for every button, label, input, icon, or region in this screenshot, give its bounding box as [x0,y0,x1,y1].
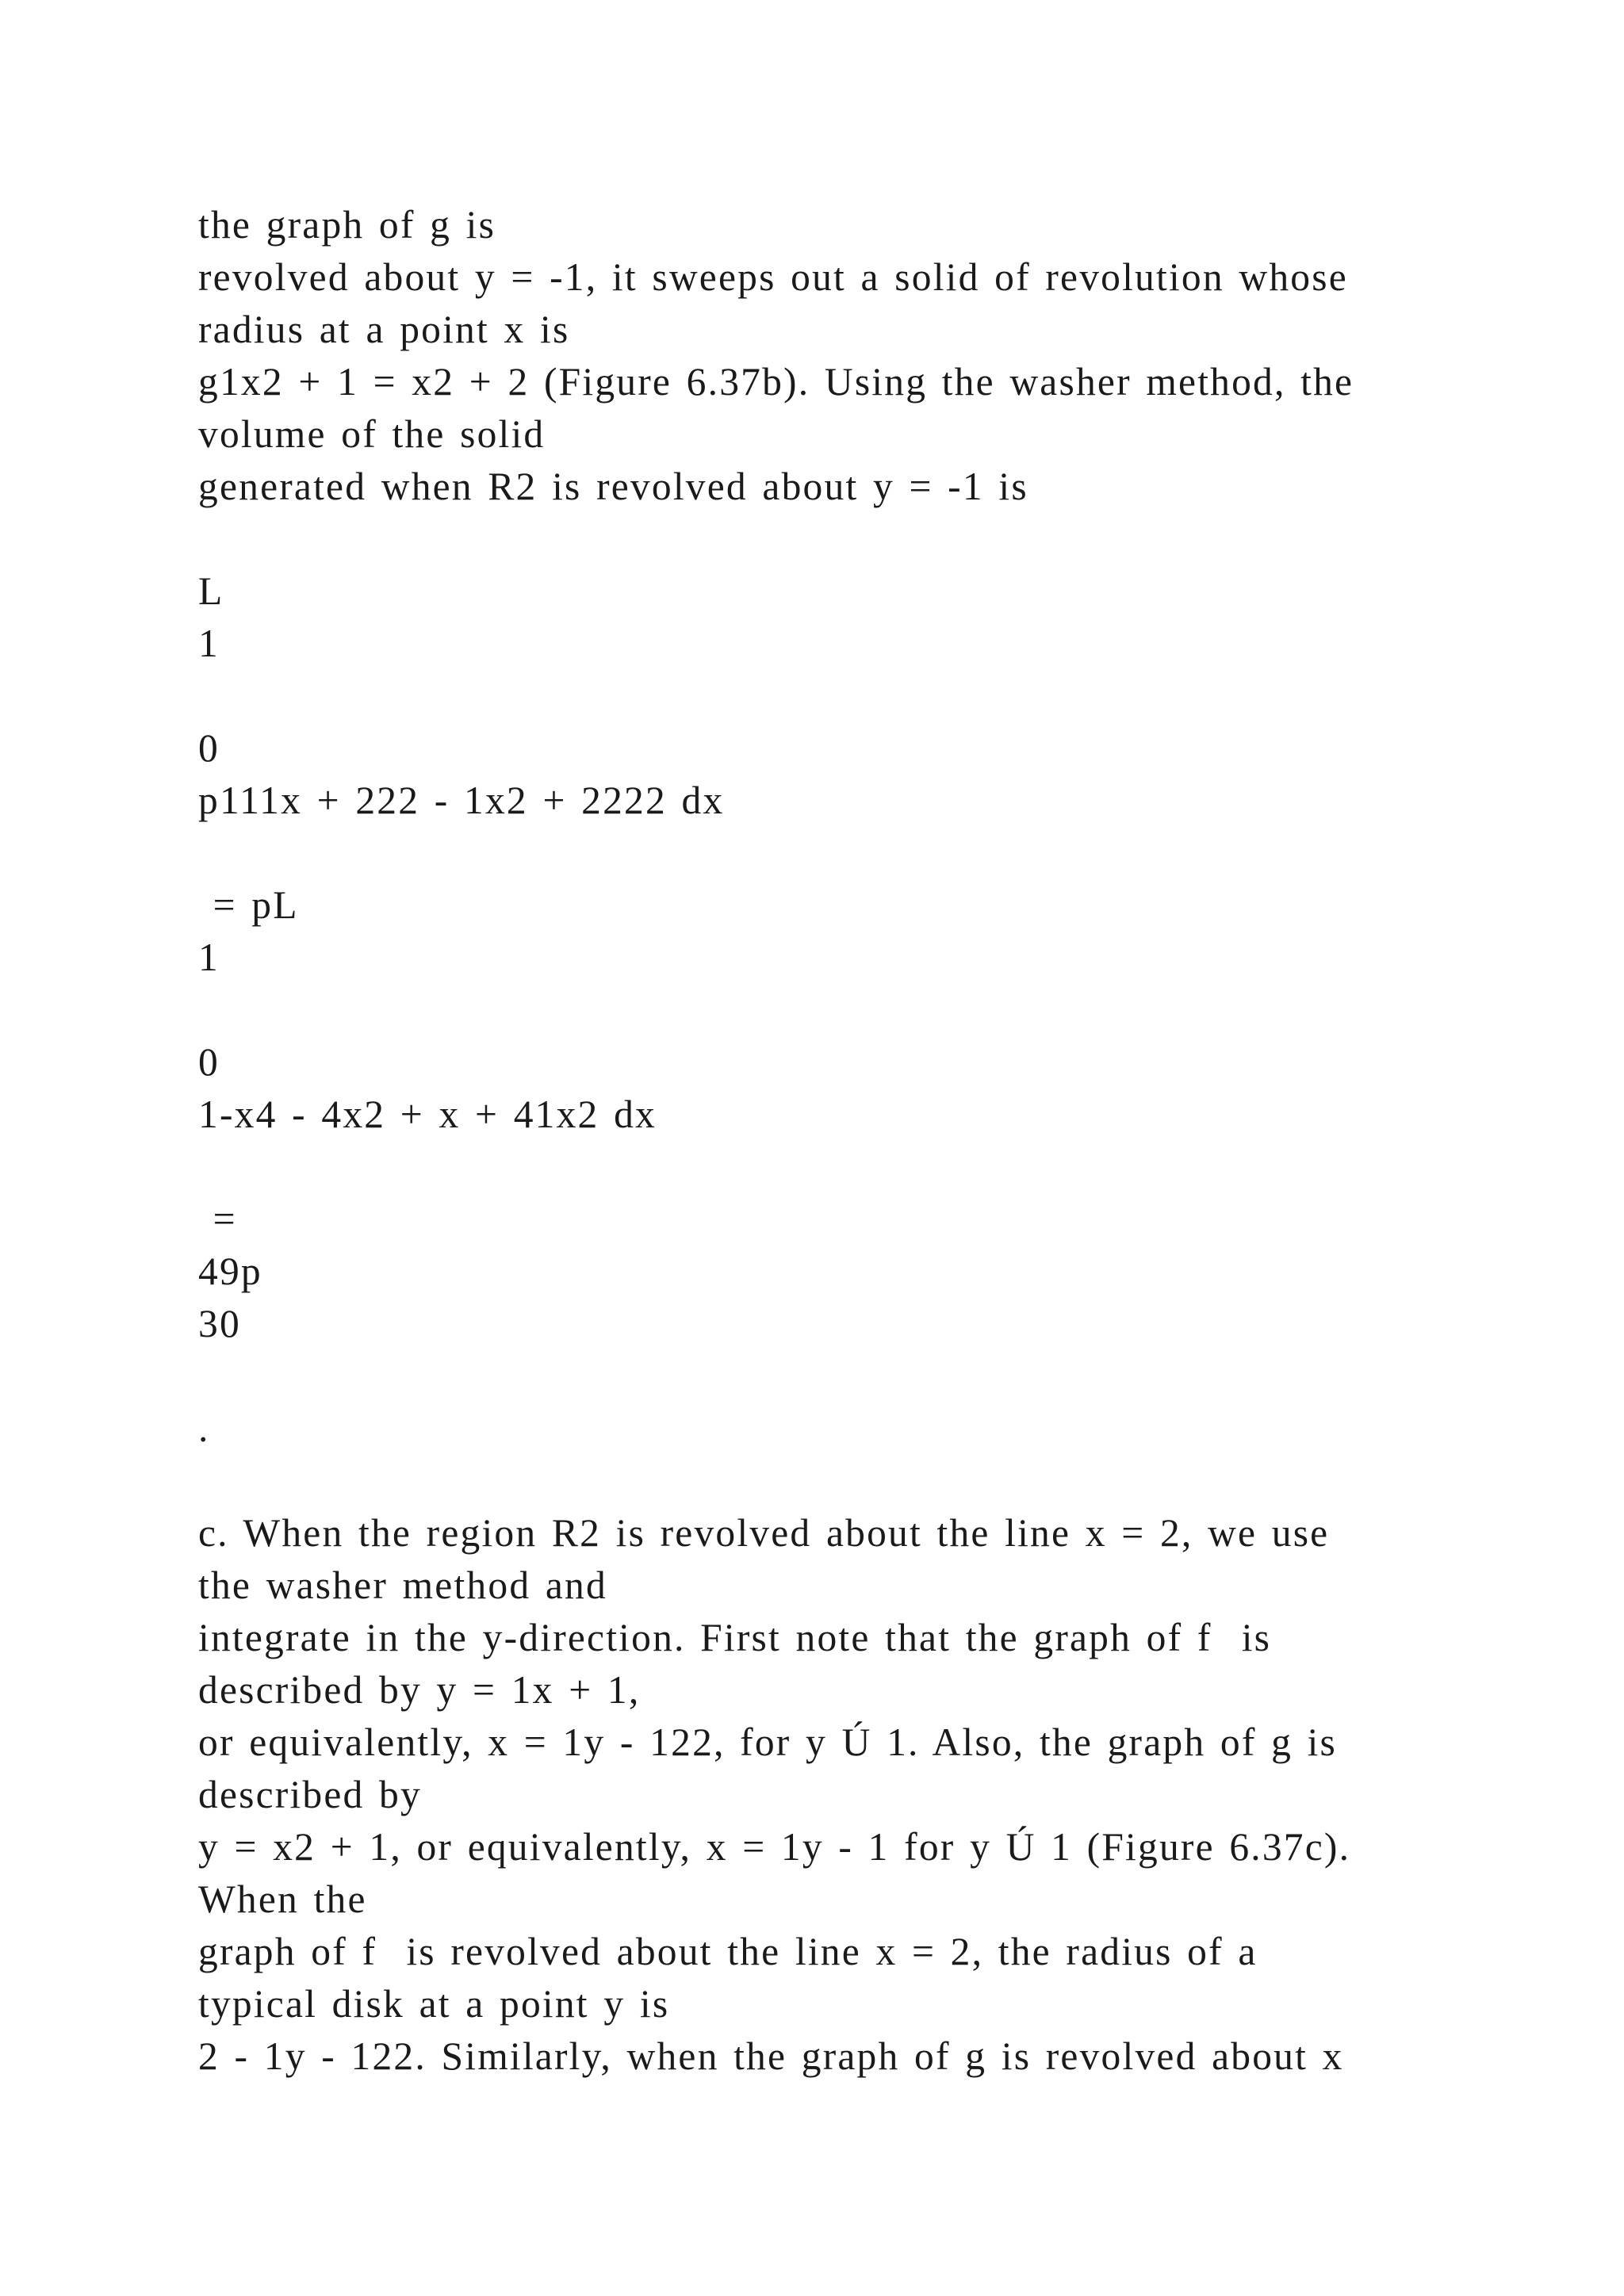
text-line: the washer method and [198,1563,607,1607]
blank-line [198,513,1435,565]
text-line: revolved about y = -1, it sweeps out a solid of revolution whose [198,255,1348,299]
text-line: y = x2 + 1, or equivalently, x = 1y - 1 for y Ú 1 (Figure 6.37c). [198,1825,1351,1869]
blank-line [198,670,1435,722]
text-line: or equivalently, x = 1y - 122, for y Ú 1. Also, the graph of g is [198,1720,1338,1764]
integral-sign-line: L [198,569,224,613]
text-line: typical disk at a point y is [198,1982,670,2026]
upper-limit-line: 1 [198,622,220,665]
text-line: described by y = 1x + 1, [198,1668,641,1712]
fraction-numerator-line: 49p [198,1249,262,1293]
text-line: c. When the region R2 is revolved about the line x = 2, we use [198,1511,1330,1555]
lower-limit-line: 0 [198,726,220,770]
text-line: radius at a point x is [198,308,570,351]
text-line: described by [198,1773,422,1816]
text-line: integrate in the y-direction. First note that the graph of f is [198,1616,1272,1659]
text-line: g1x2 + 1 = x2 + 2 (Figure 6.37b). Using the washer method, the [198,360,1354,404]
integrand-line: 1-x4 - 4x2 + x + 41x2 dx [198,1093,657,1136]
fraction-denominator-line: 30 [198,1302,241,1345]
equation-line: = [198,1197,237,1241]
upper-limit-line: 1 [198,936,220,979]
document-text [198,199,1435,2083]
blank-line [198,984,1435,1036]
text-line: graph of f is revolved about the line x = 2, the radius of a [198,1930,1258,1973]
lower-limit-line: 0 [198,1040,220,1084]
blank-line [198,1350,1435,1402]
integrand-line: p111x + 222 - 1x2 + 2222 dx [198,779,725,822]
period-line: . [198,1406,210,1450]
text-line: generated when R2 is revolved about y = -1 is [198,465,1028,508]
blank-line [198,1455,1435,1507]
blank-line [198,1141,1435,1193]
blank-line [198,827,1435,879]
text-line: volume of the solid [198,412,546,456]
equation-line: = pL [198,883,299,927]
text-line: When the [198,1877,367,1921]
text-line: 2 - 1y - 122. Similarly, when the graph of g is revolved about x [198,2034,1344,2078]
text-line: the graph of g is [198,203,496,247]
